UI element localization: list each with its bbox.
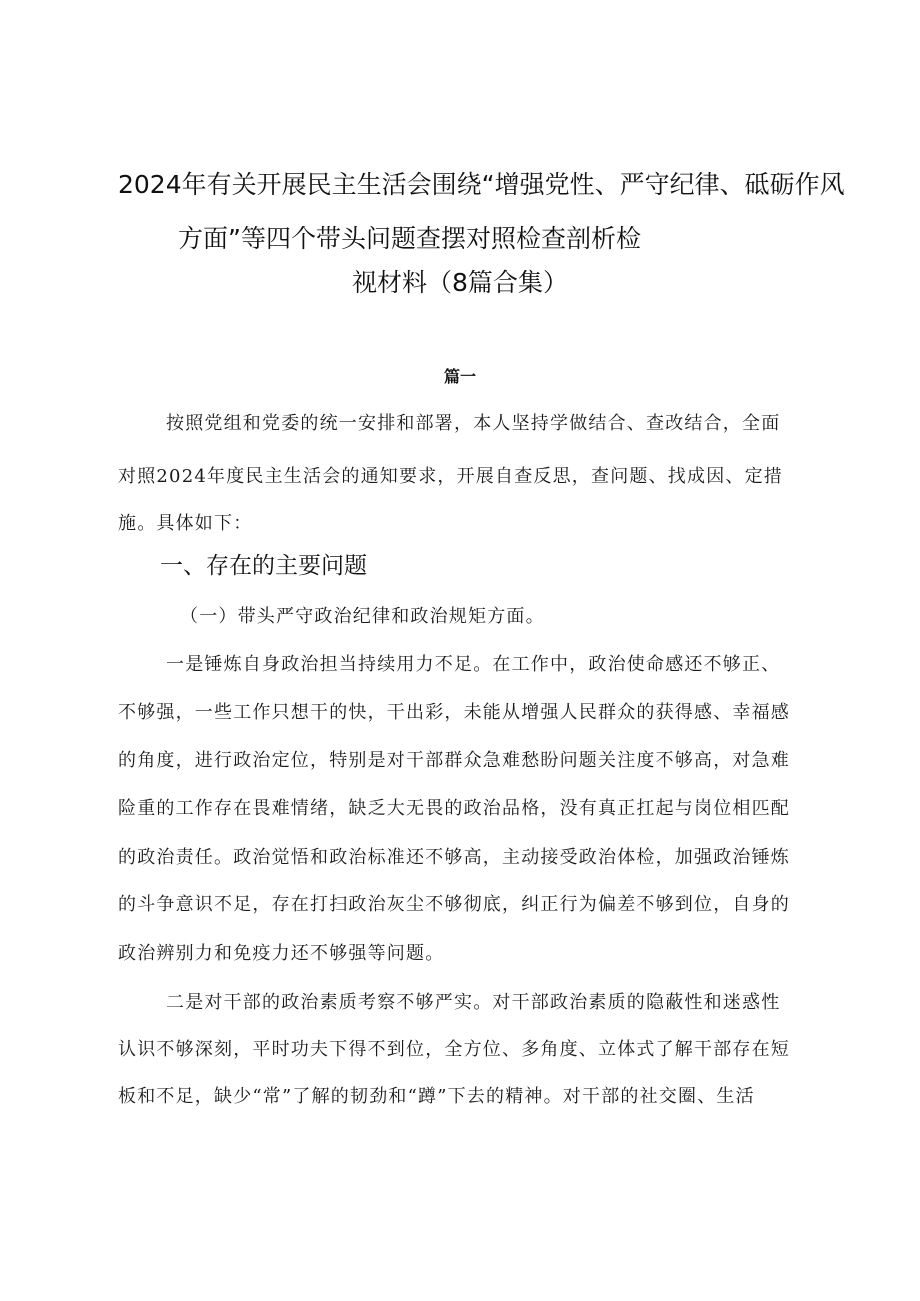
intro-line: 按照党组和党委的统一安排和部署，本人坚持学做结合、查改结合，全面 — [166, 413, 781, 434]
section-label: 篇一 — [443, 367, 476, 386]
paragraph-line: 认识不够深刻，平时功夫下得不到位，全方位、多角度、立体式了解干部存在短 — [118, 1039, 790, 1060]
paragraph-line: 的政治责任。政治觉悟和政治标准还不够高，主动接受政治体检，加强政治锤炼 — [118, 847, 790, 868]
intro-line: 对照2024年度民主生活会的通知要求，开展自查反思，查问题、找成因、定措 — [118, 466, 784, 487]
subheading: （一）带头严守政治纪律和政治规矩方面。 — [180, 606, 545, 627]
paragraph-line: 的角度，进行政治定位，特别是对干部群众急难愁盼问题关注度不够高，对急难 — [118, 750, 790, 771]
paragraph-line: 政治辨别力和免疫力还不够强等问题。 — [118, 943, 445, 964]
heading-main-problems: 一、存在的主要问题 — [160, 553, 367, 579]
document-title-line-1: 2024年有关开展民主生活会围绕“增强党性、严守纪律、砥砺作风 — [118, 170, 845, 199]
document-title-line-2: 方面”等四个带头问题查摆对照检查剖析检 — [178, 224, 641, 253]
paragraph-line: 的斗争意识不足，存在打扫政治灰尘不够彻底，纠正行为偏差不够到位，自身的 — [118, 894, 790, 915]
paragraph-line: 一是锤炼自身政治担当持续用力不足。在工作中，政治使命感还不够正、 — [166, 654, 781, 675]
paragraph-line: 险重的工作存在畏难情绪，缺乏大无畏的政治品格，没有真正扛起与岗位相匹配 — [118, 798, 790, 819]
document-title-line-3: 视材料（8篇合集） — [352, 268, 568, 297]
paragraph-line: 不够强，一些工作只想干的快，干出彩，未能从增强人民群众的获得感、幸福感 — [118, 702, 790, 723]
paragraph-line: 板和不足，缺少“常”了解的韧劲和“蹲”下去的精神。对干部的社交圈、生活 — [118, 1086, 755, 1107]
intro-line: 施。具体如下： — [118, 513, 253, 534]
paragraph-line: 二是对干部的政治素质考察不够严实。对干部政治素质的隐蔽性和迷惑性 — [166, 992, 781, 1013]
